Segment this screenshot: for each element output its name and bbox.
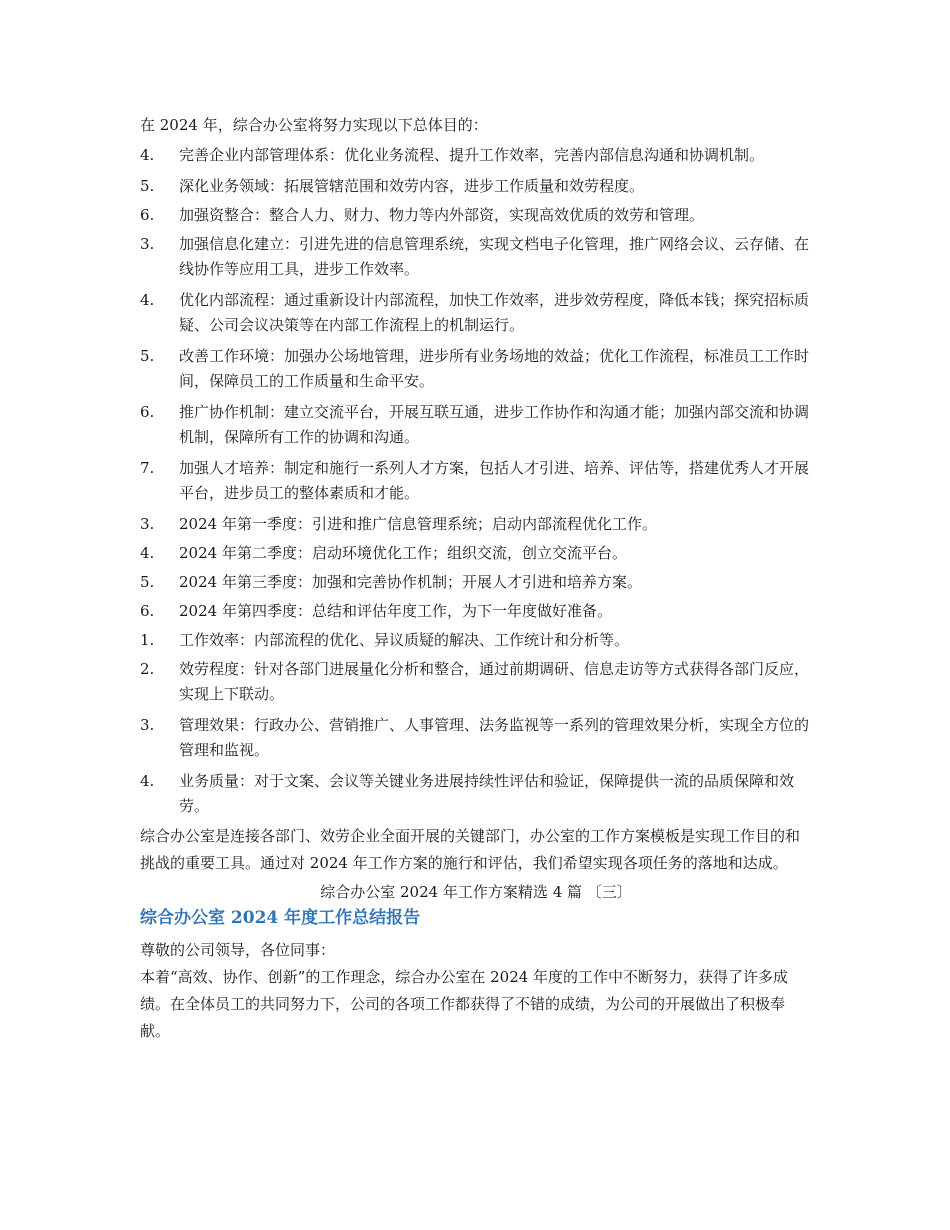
report-body-paragraph: 本着“高效、协作、创新”的工作理念，综合办公室在 2024 年度的工作中不断努力，获得了许多成绩。在全体员工的共同努力下，公司的各项工作都获得了不错的成绩，为公司的开展做出了积极奉献。 <box>140 968 789 1040</box>
greeting-paragraph: 尊敬的公司领导，各位同事： <box>140 941 336 959</box>
list-text: 2024 年第四季度：总结和评估年度工作，为下一年度做好准备。 <box>179 602 612 620</box>
goals-list <box>140 143 812 228</box>
list-number: 3. <box>140 235 155 253</box>
conclusion-paragraph: 综合办公室是连接各部门、效劳企业全面开展的关键部门，办公室的工作方案模板是实现工作目的和挑战的重要工具。通过对 2024 年工作方案的施行和评估，我们希望实现各项任务的落地和达成。 <box>140 827 801 872</box>
list-item <box>140 541 812 566</box>
list-item <box>140 344 812 394</box>
list-number: 6. <box>140 403 155 421</box>
list-text: 推广协作机制：建立交流平台，开展互联互通，进步工作协作和沟通才能；加强内部交流和协调机制，保障所有工作的协调和沟通。 <box>179 403 810 446</box>
section-title: 综合办公室 2024 年工作方案精选 4 篇 〔三〕 <box>320 883 632 901</box>
list-number: 3. <box>140 716 155 734</box>
list-item <box>140 769 812 819</box>
list-item <box>140 657 812 707</box>
list-number: 5. <box>140 573 155 591</box>
report-heading: 综合办公室 2024 年度工作总结报告 <box>140 908 421 928</box>
list-text: 加强资整合：整合人力、财力、物力等内外部资，实现高效优质的效劳和管理。 <box>179 206 705 224</box>
list-number: 7. <box>140 459 155 477</box>
list-number: 1. <box>140 631 155 649</box>
list-text: 加强人才培养：制定和施行一系列人才方案，包括人才引进、培养、评估等，搭建优秀人才开展平台，进步员工的整体素质和才能。 <box>179 459 810 502</box>
list-item <box>140 456 812 506</box>
list-number: 4. <box>140 291 155 309</box>
list-number: 6. <box>140 206 155 224</box>
schedule-list <box>140 512 812 624</box>
list-text: 改善工作环境：加强办公场地管理，进步所有业务场地的效益；优化工作流程，标准员工工作时间，保障员工的工作质量和生命平安。 <box>179 347 810 390</box>
intro-paragraph: 在 2024 年，综合办公室将努力实现以下总体目的： <box>140 116 488 134</box>
list-item <box>140 628 812 653</box>
list-text: 效劳程度：针对各部门进展量化分析和整合，通过前期调研、信息走访等方式获得各部门反应，实现上下联动。 <box>179 660 810 703</box>
list-item <box>140 512 812 537</box>
list-item <box>140 570 812 595</box>
list-text: 2024 年第一季度：引进和推广信息管理系统；启动内部流程优化工作。 <box>179 515 657 533</box>
list-item <box>140 174 812 199</box>
list-text: 2024 年第三季度：加强和完善协作机制；开展人才引进和培养方案。 <box>179 573 642 591</box>
list-text: 深化业务领域：拓展管辖范围和效劳内容，进步工作质量和效劳程度。 <box>179 177 645 195</box>
list-number: 4. <box>140 146 155 164</box>
list-number: 2. <box>140 660 155 678</box>
list-number: 4. <box>140 544 155 562</box>
list-number: 4. <box>140 772 155 790</box>
list-item <box>140 713 812 763</box>
list-number: 3. <box>140 515 155 533</box>
list-text: 管理效果：行政办公、营销推广、人事管理、法务监视等一系列的管理效果分析，实现全方位的管理和监视。 <box>179 716 810 759</box>
list-text: 2024 年第二季度：启动环境优化工作；组织交流，创立交流平台。 <box>179 544 627 562</box>
list-number: 6. <box>140 602 155 620</box>
list-item <box>140 203 812 228</box>
list-text: 完善企业内部管理体系：优化业务流程、提升工作效率，完善内部信息沟通和协调机制。 <box>179 146 765 164</box>
measures-list <box>140 232 812 506</box>
list-item <box>140 400 812 450</box>
list-text: 优化内部流程：通过重新设计内部流程，加快工作效率，进步效劳程度，降低本钱；探究招标质疑、公司会议决策等在内部工作流程上的机制运行。 <box>179 291 810 334</box>
list-text: 业务质量：对于文案、会议等关键业务进展持续性评估和验证，保障提供一流的品质保障和效劳。 <box>179 772 795 815</box>
list-number: 5. <box>140 347 155 365</box>
list-text: 加强信息化建立：引进先进的信息管理系统，实现文档电子化管理，推广网络会议、云存储、在线协作等应用工具，进步工作效率。 <box>179 235 810 278</box>
list-item <box>140 599 812 624</box>
document-page <box>140 112 812 1045</box>
list-number: 5. <box>140 177 155 195</box>
evaluation-list <box>140 628 812 819</box>
list-text: 工作效率：内部流程的优化、异议质疑的解决、工作统计和分析等。 <box>179 631 630 649</box>
list-item <box>140 288 812 338</box>
list-item <box>140 232 812 282</box>
list-item <box>140 143 812 168</box>
